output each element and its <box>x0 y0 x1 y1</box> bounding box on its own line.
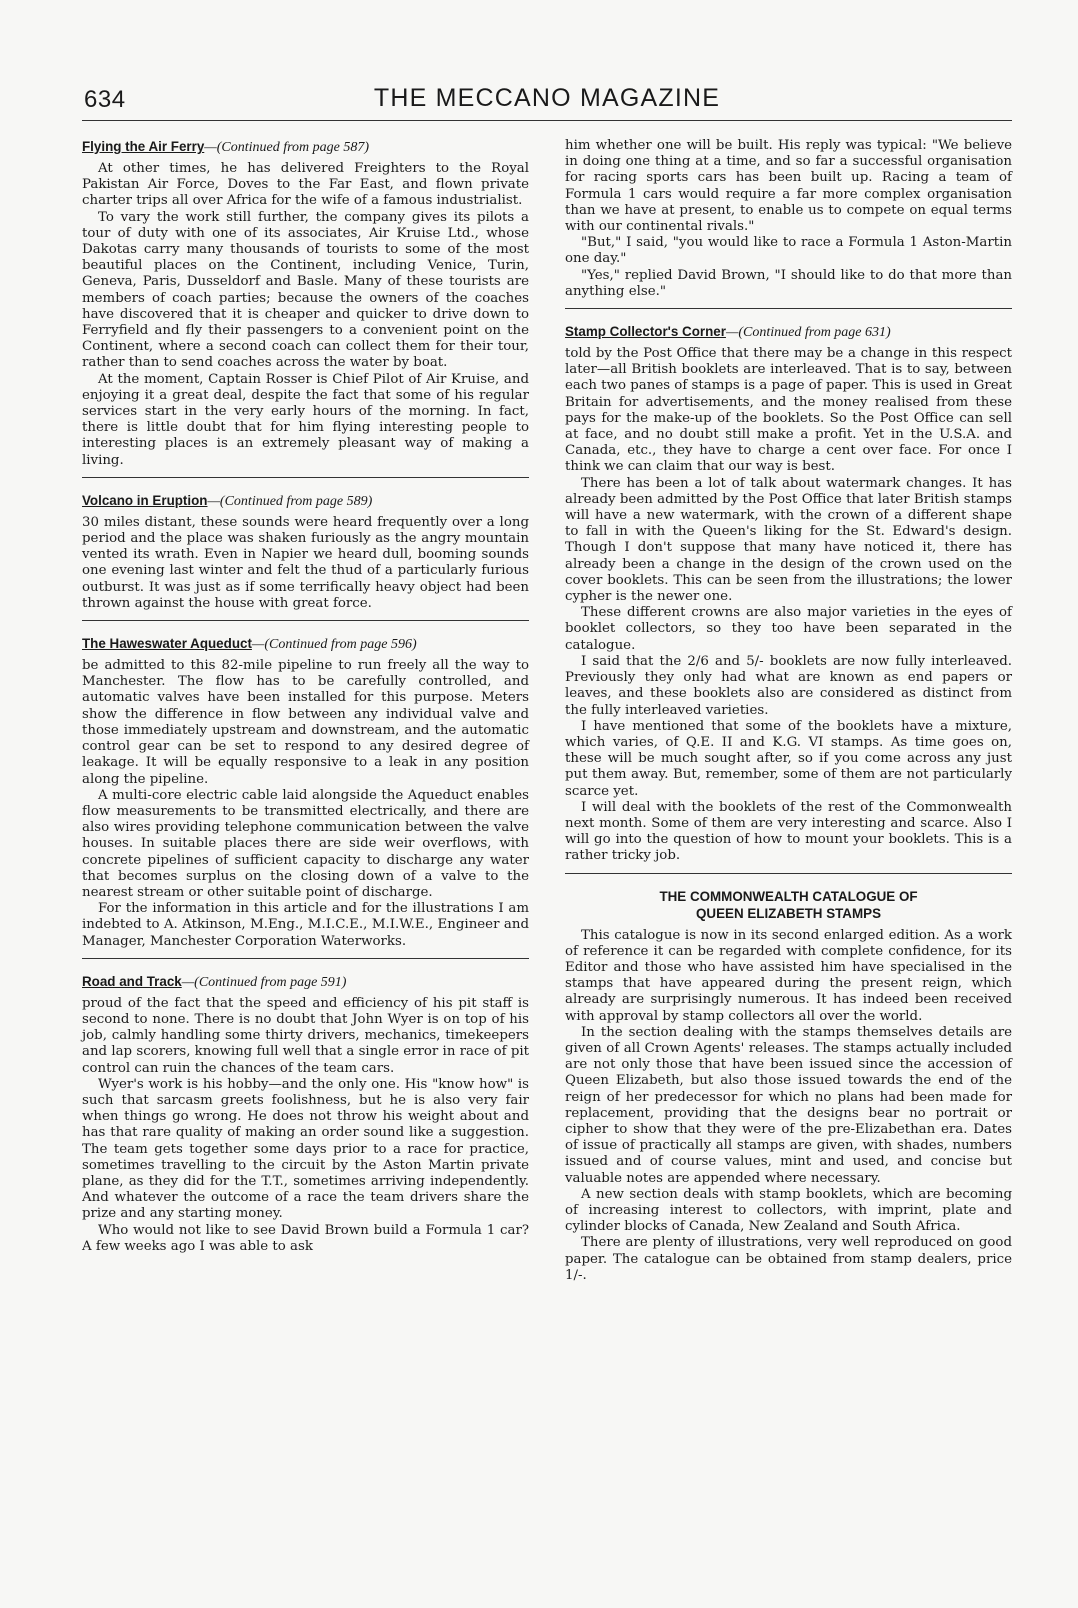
page-header <box>82 84 1012 121</box>
section-divider <box>565 873 1012 874</box>
page-number: 634 <box>84 86 126 113</box>
section-heading <box>565 323 1012 342</box>
section-heading <box>82 635 529 654</box>
paragraph: him whether one will be built. His reply was typical: "We believe in doing one thing at a time, and so far a successful organisation for racing sports cars has been built up. Racing a team of Formula 1 cars would require a far more complex organisation than we have at present, to enable us to compete on equal terms with our continental rivals." <box>565 138 1012 235</box>
paragraph: At other times, he has delivered Freighters to the Royal Pakistan Air Force, Doves to the Far East, and flown private charter trips all over Africa for the wife of a famous industrialist. <box>82 161 529 209</box>
paragraph: There are plenty of illustrations, very well reproduced on good paper. The catalogue can be obtained from stamp dealers, price 1/-. <box>565 1235 1012 1283</box>
section-divider <box>82 958 529 959</box>
article-road-and-track-continued <box>565 138 1012 300</box>
left-column <box>82 138 529 1524</box>
section-heading <box>82 973 529 992</box>
paragraph: be admitted to this 82-mile pipeline to run freely all the way to Manchester. The flow has to be carefully controlled, and automatic valves have been installed for this purpose. Meters show the difference in flow between any individual valve and those immediately upstream and downstream, and the automatic control gear can be set to respond to any desired degree of leakage. It will be equally responsive to a leak in any position along the pipeline. <box>82 658 529 787</box>
article-stamp-collectors-corner <box>565 323 1012 865</box>
continued-note: —(Continued from page 591) <box>181 974 347 990</box>
catalogue-title-line: THE COMMONWEALTH CATALOGUE OF <box>659 888 918 904</box>
continued-note: —(Continued from page 589) <box>207 493 373 509</box>
heading-text: Road and Track <box>82 973 182 989</box>
paragraph: This catalogue is now in its second enlarged edition. As a work of reference it can be regarded with complete confidence, for its Editor and those who have assisted him have specialised in the stamps that have appeared during the present reign, which already are surprisingly numerous. It has indeed been received with approval by stamp collectors all over the world. <box>565 927 1012 1024</box>
paragraph: I have mentioned that some of the booklets have a mixture, which varies, of Q.E. II and K.G. VI stamps. As time goes on, these will be much sought after, so if you come across any just put them away. But, remember, some of them are not particularly scarce yet. <box>565 718 1012 799</box>
right-column <box>565 138 1012 1524</box>
section-heading <box>82 138 529 157</box>
article-haweswater-aqueduct <box>82 635 529 950</box>
heading-text: Volcano in Eruption <box>82 492 208 508</box>
paragraph: Who would not like to see David Brown build a Formula 1 car? A few weeks ago I was able to ask <box>82 1222 529 1254</box>
article-flying-air-ferry <box>82 138 529 469</box>
paragraph: I will deal with the booklets of the rest of the Commonwealth next month. Some of them are very interesting and scarce. Also I will go into the question of how to mount your booklets. This is a rather tricky job. <box>565 799 1012 864</box>
magazine-page <box>82 84 1012 1524</box>
paragraph: For the information in this article and for the illustrations I am indebted to A. Atkinson, M.Eng., M.I.C.E., M.I.W.E., Engineer and Manager, Manchester Corporation Waterworks. <box>82 901 529 949</box>
paragraph: told by the Post Office that there may be a change in this respect later—all British booklets are interleaved. That is to say, between each two panes of stamps is a page of paper. This is used in Great Britain for advertisements, and the money realised from these pays for the make-up of the booklets. So the Post Office can sell at face, and no doubt still make a profit. Yet in the U.S.A. and Canada, etc., they have to charge a cent over face. For once I think we can claim that our way is best. <box>565 346 1012 475</box>
continued-note: —(Continued from page 587) <box>204 140 370 155</box>
catalogue-title-line: QUEEN ELIZABETH STAMPS <box>696 905 881 921</box>
paragraph: A new section deals with stamp booklets, which are becoming of increasing interest to collectors, with imprint, plate and cylinder blocks of Canada, New Zealand and South Africa. <box>565 1186 1012 1235</box>
paragraph: A multi-core electric cable laid alongside the Aqueduct enables flow measurements to be transmitted electrically, and there are also wires providing telephone communication between the valve houses. In suitable places there are side weir overflows, with concrete pipelines of sufficient capacity to discharge any water that becomes surplus on the closing down of a valve to the nearest stream or other suitable point of discharge. <box>82 787 529 900</box>
paragraph: These different crowns are also major varieties in the eyes of booklet collectors, so they too have been separated in the catalogue. <box>565 605 1012 653</box>
section-divider <box>82 477 529 478</box>
magazine-title: THE MECCANO MAGAZINE <box>373 84 721 112</box>
paragraph: I said that the 2/6 and 5/- booklets are now fully interleaved. Previously they only had what are known as end papers or leaves, and these booklets also are considered as distinct from the fully interleaved varieties. <box>565 653 1012 718</box>
paragraph: "Yes," replied David Brown, "I should like to do that more than anything else." <box>565 267 1012 299</box>
paragraph: 30 miles distant, these sounds were heard frequently over a long period and the place was shaken furiously as the angry mountain vented its wrath. Even in Napier we heard dull, booming sounds one evening last winter and felt the thud of a particularly furious outburst. It was just as if some terrifically heavy object had been thrown against the house with great force. <box>82 514 529 611</box>
section-heading <box>82 492 529 511</box>
article-road-and-track <box>82 973 529 1255</box>
paragraph: There has been a lot of talk about watermark changes. It has already been admitted by the Post Office that later British stamps will have a new watermark, with the crown of a different shape to fall in with the Queen's liking for the St. Edward's design. Though I don't suppose that many have noticed it, there has already been a change in the design of the crown used on the cover booklets. This can be seen from the illustrations; the lower cypher is the newer one. <box>565 475 1012 605</box>
paragraph: To vary the work still further, the company gives its pilots a tour of duty with one of its associates, Air Kruise Ltd., whose Dakotas carry many thousands of tourists to some of the most beautiful places on the Continent, including Venice, Turin, Geneva, Paris, Dusseldorf and Basle. Many of these tourists are members of coach parties; because the owners of the coaches have discovered that it is cheaper and quicker to drive down to Ferryfield and fly their passengers to a convenient point on the Continent, where a second coach can collect them for their tour, rather than to send coaches across the water by boat. <box>82 209 529 371</box>
paragraph: At the moment, Captain Rosser is Chief Pilot of Air Kruise, and enjoying it a great deal, despite the fact that some of his regular services start in the very early hours of the morning. In fact, there is little doubt that for him flying interesting people to interesting places is an extremely pleasant way of making a living. <box>82 371 529 468</box>
continued-note: —(Continued from page 596) <box>251 637 417 653</box>
section-divider <box>565 308 1012 309</box>
heading-text: Stamp Collector's Corner <box>565 324 726 340</box>
heading-text: Flying the Air Ferry <box>82 139 205 154</box>
article-commonwealth-catalogue <box>565 888 1012 1284</box>
paragraph: "But," I said, "you would like to race a Formula 1 Aston-Martin one day." <box>565 235 1012 267</box>
continued-note: —(Continued from page 631) <box>725 325 891 341</box>
heading-text: The Haweswater Aqueduct <box>82 636 252 652</box>
paragraph: In the section dealing with the stamps themselves details are given of all Crown Agents' releases. The stamps actually included are not only those that have been issued since the accession of Queen Elizabeth, but also those issued towards the end of the reign of her predecessor for which no plans had been made for replacement, providing that the designs bear no portrait or cipher to show that they were of the pre-Elizabethan era. Dates of issue of practically all stamps are given, with shades, numbers issued and of course values, mint and used, and concise but valuable notes are appended where necessary. <box>565 1024 1012 1186</box>
catalogue-title <box>565 888 1012 922</box>
section-divider <box>82 620 529 621</box>
article-volcano-eruption <box>82 492 529 612</box>
paragraph: Wyer's work is his hobby—and the only one. His "know how" is such that sarcasm greets foolishness, but he is also very fair when things go wrong. He does not throw his weight about and has that rare quality of making an order sound like a suggestion. The team gets together some days prior to a race for practice, sometimes travelling to the circuit by the Aston Martin private plane, as they did for the T.T., sometimes arriving independently. And whatever the outcome of a race the team drivers share the prize and any starting money. <box>82 1076 529 1222</box>
paragraph: proud of the fact that the speed and efficiency of his pit staff is second to none. There is no doubt that John Wyer is on top of his job, calmly handling some thirty drivers, mechanics, timekeepers and lap scorers, knowing full well that a single error in race of pit control can ruin the chances of the team cars. <box>82 995 529 1076</box>
